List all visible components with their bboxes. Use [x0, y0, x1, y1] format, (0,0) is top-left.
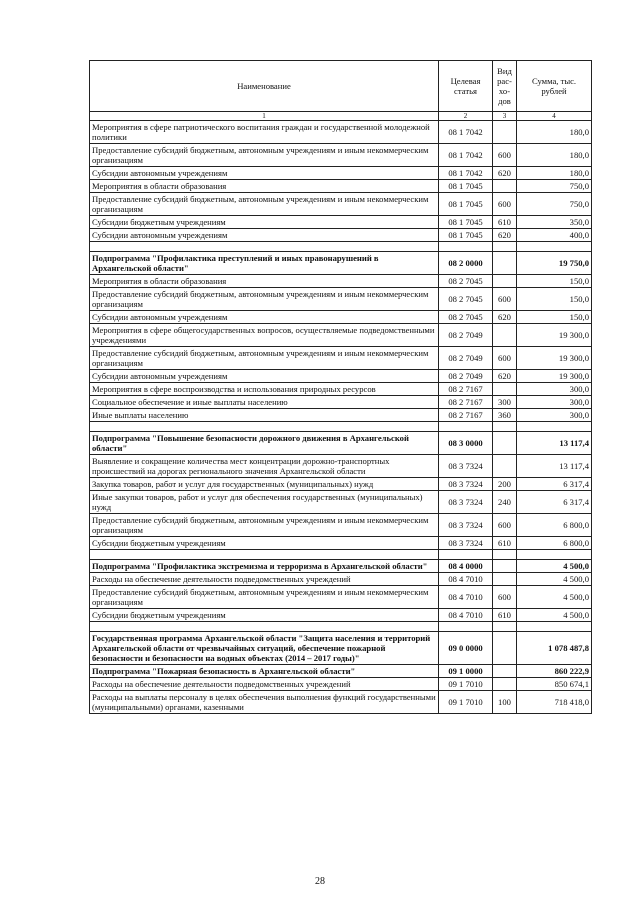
- spacer-row: [90, 242, 592, 252]
- name-cell: Субсидии автономным учреждениям: [90, 311, 439, 324]
- vid-cell: [493, 665, 517, 678]
- name-cell: Подпрограмма "Повышение безопасности дорожного движения в Архангельской области": [90, 432, 439, 455]
- table-row: [90, 324, 592, 347]
- vid-cell: 620: [493, 370, 517, 383]
- table-body: [90, 121, 592, 714]
- header-code: Целевая статья: [439, 61, 493, 112]
- sum-cell: 180,0: [517, 121, 592, 144]
- name-cell: Предоставление субсидий бюджетным, автономным учреждениям и иным некоммерческим организациям: [90, 347, 439, 370]
- sum-cell: 860 222,9: [517, 665, 592, 678]
- name-cell: Мероприятия в сфере общегосударственных вопросов, осуществляемые подведомственными учреждениями: [90, 324, 439, 347]
- code-cell: 08 4 7010: [439, 609, 493, 622]
- name-cell: Субсидии бюджетным учреждениям: [90, 216, 439, 229]
- name-cell: Закупка товаров, работ и услуг для государственных (муниципальных) нужд: [90, 478, 439, 491]
- code-cell: 08 2 7045: [439, 288, 493, 311]
- code-cell: 08 3 7324: [439, 514, 493, 537]
- sum-cell: 180,0: [517, 144, 592, 167]
- name-cell: Расходы на выплаты персоналу в целях обеспечения выполнения функций государственными (муниципальными) органами, казенными: [90, 691, 439, 714]
- code-cell: 08 2 0000: [439, 252, 493, 275]
- name-cell: Подпрограмма "Профилактика преступлений и иных правонарушений в Архангельской области": [90, 252, 439, 275]
- table-row: [90, 573, 592, 586]
- name-cell: Субсидии автономным учреждениям: [90, 370, 439, 383]
- table-row: [90, 396, 592, 409]
- code-cell: 08 2 7049: [439, 370, 493, 383]
- name-cell: Государственная программа Архангельской области "Защита населения и территорий Архангельской области от чрезвычайных ситуаций, обеспечение пожарной безопасности и безопасности на водных объектах (2014 – 2017 годы)": [90, 632, 439, 665]
- vid-cell: 360: [493, 409, 517, 422]
- code-cell: 08 1 7042: [439, 121, 493, 144]
- vid-cell: 610: [493, 609, 517, 622]
- table-row: [90, 478, 592, 491]
- vid-cell: [493, 180, 517, 193]
- code-cell: 09 1 7010: [439, 691, 493, 714]
- vid-cell: [493, 560, 517, 573]
- sum-cell: 1 078 487,8: [517, 632, 592, 665]
- table-row: [90, 180, 592, 193]
- empty-cell: [90, 550, 439, 560]
- name-cell: Подпрограмма "Пожарная безопасность в Архангельской области": [90, 665, 439, 678]
- name-cell: Социальное обеспечение и иные выплаты населению: [90, 396, 439, 409]
- spacer-row: [90, 422, 592, 432]
- sum-cell: 150,0: [517, 288, 592, 311]
- code-cell: 08 2 7167: [439, 396, 493, 409]
- name-cell: Субсидии бюджетным учреждениям: [90, 537, 439, 550]
- column-number: 1: [90, 112, 439, 121]
- vid-cell: 600: [493, 347, 517, 370]
- vid-cell: 610: [493, 537, 517, 550]
- empty-cell: [517, 422, 592, 432]
- code-cell: 08 4 7010: [439, 586, 493, 609]
- code-cell: 08 2 7049: [439, 347, 493, 370]
- vid-cell: 610: [493, 216, 517, 229]
- vid-cell: 600: [493, 514, 517, 537]
- code-cell: 08 3 7324: [439, 537, 493, 550]
- subtotal-row: [90, 665, 592, 678]
- name-cell: Предоставление субсидий бюджетным, автономным учреждениям и иным некоммерческим организациям: [90, 193, 439, 216]
- name-cell: Предоставление субсидий бюджетным, автономным учреждениям и иным некоммерческим организациям: [90, 288, 439, 311]
- header-vid: Вид рас- хо- дов: [493, 61, 517, 112]
- code-cell: 08 1 7042: [439, 144, 493, 167]
- sum-cell: 300,0: [517, 409, 592, 422]
- code-cell: 09 1 7010: [439, 678, 493, 691]
- empty-cell: [90, 422, 439, 432]
- name-cell: Расходы на обеспечение деятельности подведомственных учреждений: [90, 573, 439, 586]
- subtotal-row: [90, 252, 592, 275]
- vid-cell: [493, 383, 517, 396]
- vid-cell: [493, 252, 517, 275]
- code-cell: 08 2 7045: [439, 275, 493, 288]
- vid-cell: [493, 121, 517, 144]
- spacer-row: [90, 550, 592, 560]
- table-row: [90, 288, 592, 311]
- empty-cell: [517, 550, 592, 560]
- table-row: [90, 167, 592, 180]
- vid-cell: 620: [493, 229, 517, 242]
- table-row: [90, 586, 592, 609]
- table-header-row: [90, 61, 592, 112]
- vid-cell: 600: [493, 144, 517, 167]
- empty-cell: [493, 242, 517, 252]
- sum-cell: 13 117,4: [517, 432, 592, 455]
- name-cell: Мероприятия в области образования: [90, 180, 439, 193]
- code-cell: 08 3 7324: [439, 455, 493, 478]
- vid-cell: [493, 275, 517, 288]
- name-cell: Подпрограмма "Профилактика экстремизма и терроризма в Архангельской области": [90, 560, 439, 573]
- name-cell: Иные выплаты населению: [90, 409, 439, 422]
- subtotal-row: [90, 632, 592, 665]
- column-number: 3: [493, 112, 517, 121]
- name-cell: Выявление и сокращение количества мест концентрации дорожно-транспортных происшествий на дорогах регионального значения Архангельской области: [90, 455, 439, 478]
- empty-cell: [493, 550, 517, 560]
- vid-cell: [493, 324, 517, 347]
- name-cell: Мероприятия в области образования: [90, 275, 439, 288]
- name-cell: Мероприятия в сфере патриотического воспитания граждан и государственной молодежной политики: [90, 121, 439, 144]
- sum-cell: 6 317,4: [517, 478, 592, 491]
- sum-cell: 19 300,0: [517, 347, 592, 370]
- subtotal-row: [90, 432, 592, 455]
- sum-cell: 4 500,0: [517, 609, 592, 622]
- name-cell: Предоставление субсидий бюджетным, автономным учреждениям и иным некоммерческим организациям: [90, 586, 439, 609]
- table-row: [90, 370, 592, 383]
- code-cell: 08 3 7324: [439, 491, 493, 514]
- budget-table: [89, 60, 592, 714]
- name-cell: Предоставление субсидий бюджетным, автономным учреждениям и иным некоммерческим организациям: [90, 514, 439, 537]
- code-cell: 08 2 7045: [439, 311, 493, 324]
- table-row: [90, 121, 592, 144]
- vid-cell: 100: [493, 691, 517, 714]
- sum-cell: 180,0: [517, 167, 592, 180]
- empty-cell: [493, 422, 517, 432]
- code-cell: 08 3 0000: [439, 432, 493, 455]
- code-cell: 09 1 0000: [439, 665, 493, 678]
- table-row: [90, 347, 592, 370]
- name-cell: Иные закупки товаров, работ и услуг для обеспечения государственных (муниципальных) нужд: [90, 491, 439, 514]
- code-cell: 08 2 7167: [439, 383, 493, 396]
- code-cell: 08 1 7045: [439, 193, 493, 216]
- empty-cell: [439, 422, 493, 432]
- table-row: [90, 193, 592, 216]
- sum-cell: 19 750,0: [517, 252, 592, 275]
- sum-cell: 350,0: [517, 216, 592, 229]
- sum-cell: 300,0: [517, 396, 592, 409]
- empty-cell: [90, 622, 439, 632]
- empty-cell: [439, 622, 493, 632]
- vid-cell: 620: [493, 167, 517, 180]
- sum-cell: 19 300,0: [517, 370, 592, 383]
- sum-cell: 300,0: [517, 383, 592, 396]
- name-cell: Субсидии бюджетным учреждениям: [90, 609, 439, 622]
- vid-cell: [493, 573, 517, 586]
- name-cell: Субсидии автономным учреждениям: [90, 167, 439, 180]
- sum-cell: 6 800,0: [517, 537, 592, 550]
- code-cell: 08 4 0000: [439, 560, 493, 573]
- table-row: [90, 275, 592, 288]
- code-cell: 08 2 7049: [439, 324, 493, 347]
- vid-cell: [493, 455, 517, 478]
- name-cell: Мероприятия в сфере воспроизводства и использования природных ресурсов: [90, 383, 439, 396]
- code-cell: 08 1 7045: [439, 229, 493, 242]
- page-number: 28: [315, 876, 325, 887]
- vid-cell: 620: [493, 311, 517, 324]
- vid-cell: 600: [493, 288, 517, 311]
- header-name: Наименование: [90, 61, 439, 112]
- code-cell: 08 1 7045: [439, 180, 493, 193]
- empty-cell: [517, 622, 592, 632]
- table-row: [90, 514, 592, 537]
- vid-cell: 600: [493, 193, 517, 216]
- name-cell: Предоставление субсидий бюджетным, автономным учреждениям и иным некоммерческим организациям: [90, 144, 439, 167]
- vid-cell: 300: [493, 396, 517, 409]
- table-row: [90, 383, 592, 396]
- table-row: [90, 409, 592, 422]
- sum-cell: 400,0: [517, 229, 592, 242]
- name-cell: Субсидии автономным учреждениям: [90, 229, 439, 242]
- table-row: [90, 311, 592, 324]
- column-number: 4: [517, 112, 592, 121]
- sum-cell: 6 317,4: [517, 491, 592, 514]
- table-row: [90, 691, 592, 714]
- table-row: [90, 455, 592, 478]
- sum-cell: 150,0: [517, 275, 592, 288]
- table-row: [90, 609, 592, 622]
- name-cell: Расходы на обеспечение деятельности подведомственных учреждений: [90, 678, 439, 691]
- code-cell: 09 0 0000: [439, 632, 493, 665]
- subtotal-row: [90, 560, 592, 573]
- table-row: [90, 491, 592, 514]
- empty-cell: [493, 622, 517, 632]
- vid-cell: 200: [493, 478, 517, 491]
- vid-cell: [493, 632, 517, 665]
- code-cell: 08 3 7324: [439, 478, 493, 491]
- spacer-row: [90, 622, 592, 632]
- table-row: [90, 216, 592, 229]
- header-sum: Сумма, тыс. рублей: [517, 61, 592, 112]
- sum-cell: 19 300,0: [517, 324, 592, 347]
- sum-cell: 4 500,0: [517, 586, 592, 609]
- sum-cell: 718 418,0: [517, 691, 592, 714]
- sum-cell: 750,0: [517, 193, 592, 216]
- code-cell: 08 2 7167: [439, 409, 493, 422]
- sum-cell: 6 800,0: [517, 514, 592, 537]
- table-row: [90, 144, 592, 167]
- table-row: [90, 537, 592, 550]
- sum-cell: 13 117,4: [517, 455, 592, 478]
- sum-cell: 750,0: [517, 180, 592, 193]
- sum-cell: 150,0: [517, 311, 592, 324]
- vid-cell: [493, 432, 517, 455]
- empty-cell: [439, 550, 493, 560]
- table-row: [90, 229, 592, 242]
- sum-cell: 850 674,1: [517, 678, 592, 691]
- column-number: 2: [439, 112, 493, 121]
- empty-cell: [90, 242, 439, 252]
- vid-cell: 240: [493, 491, 517, 514]
- table-row: [90, 678, 592, 691]
- sum-cell: 4 500,0: [517, 573, 592, 586]
- code-cell: 08 1 7042: [439, 167, 493, 180]
- sum-cell: 4 500,0: [517, 560, 592, 573]
- column-number-row: [90, 112, 592, 121]
- vid-cell: [493, 678, 517, 691]
- code-cell: 08 1 7045: [439, 216, 493, 229]
- empty-cell: [517, 242, 592, 252]
- code-cell: 08 4 7010: [439, 573, 493, 586]
- vid-cell: 600: [493, 586, 517, 609]
- empty-cell: [439, 242, 493, 252]
